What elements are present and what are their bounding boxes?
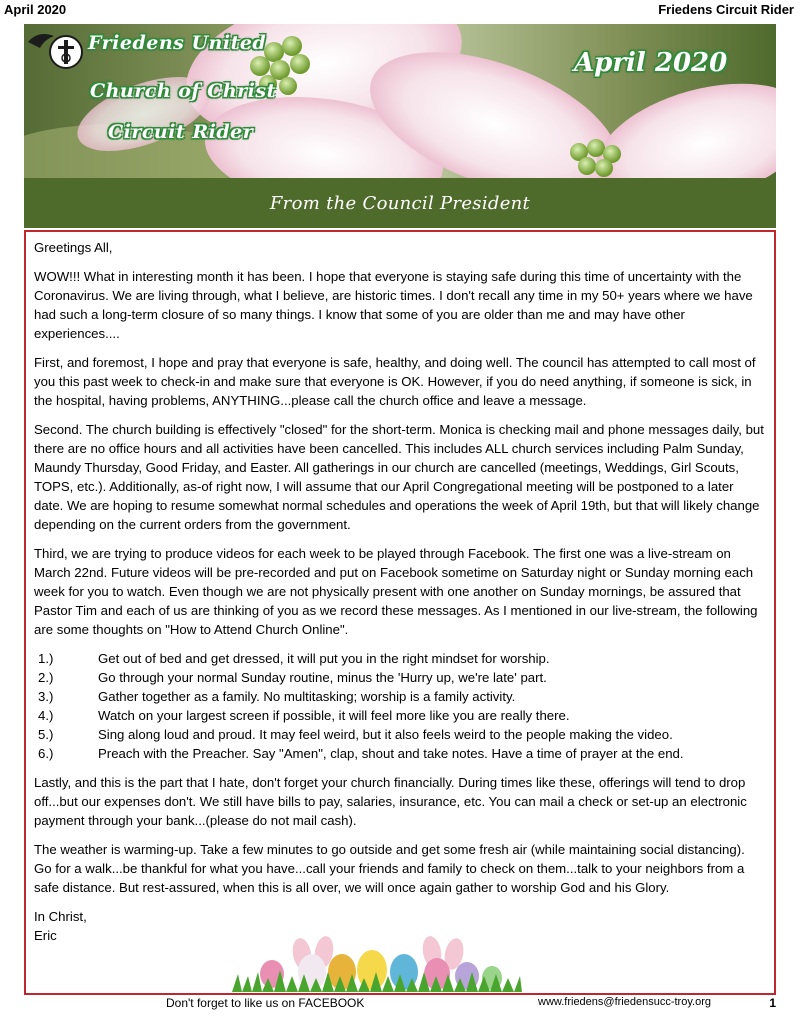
list-item-text: Sing along loud and proud. It may feel weird, but it also feels weird to the people making the video. <box>98 727 673 742</box>
letter-closing: In Christ, <box>34 909 87 924</box>
letter-paragraph: First, and foremost, I hope and pray that everyone is safe, healthy, and doing well. The council has attempted to call most of you this past week to check-in and make sure that everyone is OK. However, if you do need anything, if someone is sick, in the hospital, having problems, ANYTHING...please call the church office and leave a message. <box>34 355 756 408</box>
list-item-text: Watch on your largest screen if possible, it will feel more like you are really there. <box>98 708 570 723</box>
footer-facebook-note: Don't forget to like us on FACEBOOK <box>166 996 365 1010</box>
list-item-number: 4.) <box>38 708 54 723</box>
list-item <box>38 668 766 687</box>
letter-paragraph: Third, we are trying to produce videos for each week to be played through Facebook. The first one was a live-stream on March 22nd. Future videos will be pre-recorded and put on Facebook sometime on Saturday night or Sunday morning each week for you to watch. Even though we are not physically present with one another on Sunday mornings, be assured that Pastor Tim and each of us are thinking of you as we record these messages. As I mentioned in our live-stream, the following are some thoughts on "How to Attend Church Online". <box>34 546 758 637</box>
list-item-number: 2.) <box>38 670 54 685</box>
list-item-number: 6.) <box>38 746 54 761</box>
list-item-number: 1.) <box>38 651 54 666</box>
section-header-bar <box>24 178 776 228</box>
masthead-date: April 2020 <box>574 48 728 78</box>
masthead-title-line-1: Friedens United <box>88 32 267 54</box>
section-title: From the Council President <box>269 192 531 214</box>
page-number: 1 <box>769 996 776 1010</box>
ucc-cross-logo-icon <box>28 34 82 68</box>
masthead-title-line-2: Church of Christ <box>90 80 276 102</box>
footer-website: www.friedens@friedensucc-troy.org <box>538 996 711 1008</box>
letter-content-box <box>24 230 776 995</box>
letter-paragraph: Lastly, and this is the part that I hate, don't forget your church financially. During times like these, offerings will tend to drop off...but our expenses don't. We still have bills to pay, salaries, insurance, etc. You can mail a check or set-up an electronic payment through your bank...(please do not mail cash). <box>34 775 747 828</box>
masthead-banner <box>24 24 776 178</box>
list-item-number: 5.) <box>38 727 54 742</box>
attend-online-list <box>38 649 766 763</box>
letter-paragraph: Second. The church building is effectively "closed" for the short-term. Monica is checking mail and phone messages daily, but there are no office hours and all activities have been cancelled. This includes ALL church services including Palm Sunday, Maundy Thursday, Good Friday, and Easter. All gatherings in our church are cancelled (meetings, Weddings, Girl Scouts, TOPS, etc.). Additionally, as-of right now, I will assume that our April Congregational meeting will be postponed to a later date. We are hoping to resume somewhat normal schedules and operations the week of April 19th, but that will likely change depending on the current orders from the government. <box>34 422 764 532</box>
letter-signature: Eric <box>34 928 57 943</box>
list-item <box>38 687 766 706</box>
header-issue-date: April 2020 <box>4 2 67 17</box>
list-item <box>38 744 766 763</box>
list-item-text: Gather together as a family. No multitasking; worship is a family activity. <box>98 689 516 704</box>
masthead-title-line-3: Circuit Rider <box>108 121 254 143</box>
list-item <box>38 725 766 744</box>
letter-paragraph: WOW!!! What in interesting month it has been. I hope that everyone is staying safe during this time of uncertainty with the Coronavirus. We are living through, what I believe, are historic times. I don't recall any time in my 50+ years where we have had such a long-term closure of so many things. I know that some of you are older than me and may have other experiences.... <box>34 269 753 341</box>
letter-greeting: Greetings All, <box>34 240 113 255</box>
list-item-number: 3.) <box>38 689 54 704</box>
list-item-text: Get out of bed and get dressed, it will put you in the right mindset for worship. <box>98 651 550 666</box>
easter-eggs-grass-icon <box>232 930 522 992</box>
letter-paragraph: The weather is warming-up. Take a few minutes to go outside and get some fresh air (while maintaining social distancing). Go for a walk...be thankful for what you have...call your friends and family to check on them...talk to your neighbors from a safe distance. But rest-assured, when this is all over, we will once again gather to worship God and his Glory. <box>34 842 745 895</box>
list-item-text: Go through your normal Sunday routine, minus the 'Hurry up, we're late' part. <box>98 670 547 685</box>
list-item <box>38 649 766 668</box>
list-item <box>38 706 766 725</box>
list-item-text: Preach with the Preacher. Say "Amen", clap, shout and take notes. Have a time of prayer at the end. <box>98 746 684 761</box>
header-newsletter-name: Friedens Circuit Rider <box>658 2 794 17</box>
